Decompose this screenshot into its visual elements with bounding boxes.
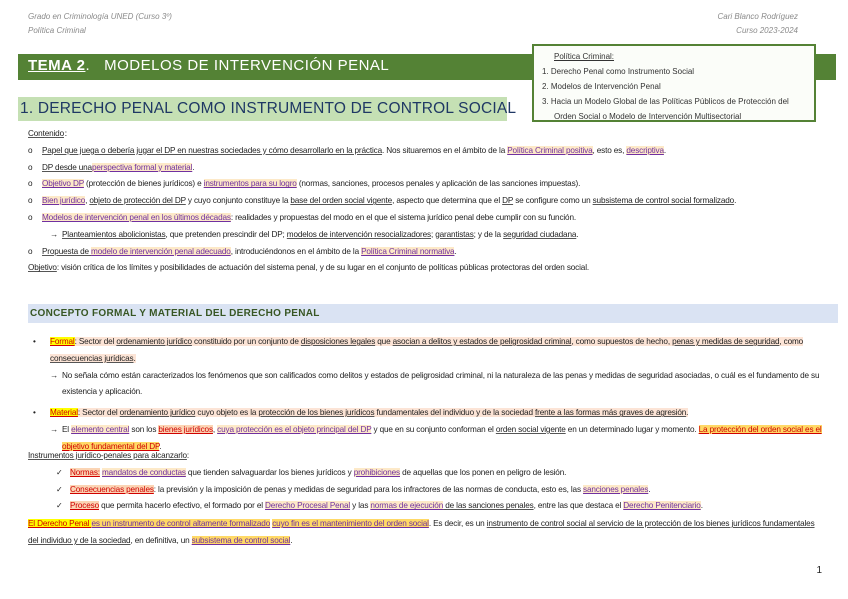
underlined-text: DP desde una — [42, 162, 92, 172]
text: y las — [350, 501, 371, 511]
text: . — [159, 441, 162, 451]
highlighted-term: Modelos de intervención penal en los últimos décadas — [42, 212, 231, 222]
text: , como supuestos de hecho, — [571, 337, 673, 346]
text: . — [663, 145, 667, 155]
bullet-icon: → — [50, 370, 59, 380]
underlined-text: garantistas — [435, 229, 474, 239]
text: . Es decir, es un — [428, 519, 487, 529]
highlighted-term: perspectiva formal y material — [91, 162, 193, 172]
text: . — [454, 246, 457, 256]
key-term: El Derecho Penal — [28, 519, 92, 529]
underlined-text: protección de los bienes jurídicos — [258, 408, 375, 418]
key-term: Consecuencias penales — [70, 484, 154, 494]
text: . — [686, 408, 689, 418]
list-item — [0, 160, 822, 177]
bullet-icon: ✓ — [56, 501, 63, 511]
text: . — [700, 501, 703, 511]
text: : visión crítica de los límites y posibilidades de actuación del sistema penal, y de su lugar en el conjunto de políticas públicas protectoras del orden social. — [56, 263, 589, 273]
instruments-block — [0, 448, 822, 550]
header-left — [28, 10, 172, 38]
underlined-text: instrumento de control social al servicio de la protección de los bienes jurídicos fundamentales del individuo y de la sociedad — [28, 519, 815, 545]
text: y que en su conjunto conforman el — [371, 424, 496, 434]
text: (protección de bienes jurídicos) e — [83, 179, 204, 189]
author-name: Cari Blanco Rodríguez — [717, 12, 798, 21]
list-item — [0, 143, 822, 160]
section-2-heading: CONCEPTO FORMAL Y MATERIAL DEL DERECHO PENAL — [28, 304, 838, 323]
underlined-text: Instrumentos jurídico-penales para alcanzarlo — [28, 451, 187, 460]
text: en un determinado lugar y momento. — [565, 424, 699, 434]
tema-label: TEMA 2 — [28, 57, 86, 74]
underlined-text: ordenamiento jurídico — [119, 408, 196, 418]
text: . — [734, 196, 737, 206]
toc-title: Política Criminal: — [554, 52, 615, 61]
text: , — [212, 424, 218, 434]
underlined-text: Propuesta de — [42, 246, 92, 256]
underlined-text: frente a las formas más graves de agresión — [535, 408, 687, 418]
text: No señala cómo están caracterizados los fenómenos que son calificados como delitos y estados de peligrosidad criminal, ni la naturaleza de las penas y medidas de seguridad asociadas, o cuál es el fundamento de su existencia y aplicación. — [62, 370, 820, 397]
list-item — [0, 176, 822, 193]
paragraph — [0, 516, 822, 550]
text: . — [290, 535, 293, 545]
text: . — [192, 162, 195, 172]
highlighted-term: cuya protección es el objeto principal del DP — [217, 424, 372, 434]
list-item — [0, 482, 822, 499]
tema-name: MODELOS DE INTERVENCIÓN PENAL — [104, 57, 390, 74]
highlighted-term: mandatos de conductas — [102, 467, 186, 477]
text: , introduciéndonos en el ámbito de la — [230, 246, 362, 256]
key-term: Proceso — [70, 501, 99, 511]
highlighted-term: Política Criminal normativa — [361, 246, 455, 256]
text: que permita hacerlo efectivo, el formado por el — [99, 501, 266, 511]
list-item — [0, 368, 822, 402]
list-item — [0, 405, 822, 422]
bullet-icon: o — [28, 162, 33, 172]
text: , entre las que destaca el — [533, 501, 624, 511]
text: ; y de la — [473, 229, 504, 239]
highlighted-term: Bien jurídico — [42, 196, 86, 206]
bullet-icon: ✓ — [56, 467, 63, 477]
text: fundamentales del individuo y de la sociedad — [374, 408, 535, 418]
key-term: bienes jurídicos — [158, 424, 213, 434]
list-item — [0, 193, 822, 210]
underlined-text: Papel que juega o debería jugar el DP en nuestras sociedades y cómo desarrollarlo en la práctica — [42, 145, 383, 155]
highlighted-term: Derecho Procesal Penal — [265, 501, 351, 511]
toc-item: 2. Modelos de Intervención Penal — [542, 82, 661, 91]
text: ： — [63, 129, 73, 138]
text: que tienden salvaguardar los bienes jurídicos y — [185, 467, 354, 477]
bullet-icon: • — [33, 408, 36, 418]
highlighted-term: es un instrumento de control altamente formalizado — [91, 519, 271, 529]
underlined-text: base del orden social vigente — [290, 196, 393, 206]
key-term: La protección del orden social es el objetivo fundamental del DP — [62, 424, 822, 451]
highlighted-term: elemento central — [71, 424, 130, 434]
text: . — [576, 229, 579, 239]
highlighted-term: prohibiciones — [353, 467, 400, 477]
text: . Nos situaremos en el ámbito de la — [382, 145, 508, 155]
highlighted-term: normas de ejecución — [370, 501, 444, 511]
text: cuyo objeto es la — [195, 408, 259, 418]
highlighted-term: Política Criminal positiva — [507, 145, 593, 155]
text: , — [85, 196, 90, 206]
paragraph — [0, 448, 822, 465]
underlined-text: consecuencias jurídicas — [50, 353, 134, 363]
course-year: Curso 2023-2024 — [736, 26, 798, 35]
bullet-icon: → — [50, 424, 59, 434]
section-1-heading: 1. DERECHO PENAL COMO INSTRUMENTO DE CONTROL SOCIAL — [18, 97, 507, 121]
text: . — [133, 353, 136, 363]
paragraph — [0, 260, 822, 277]
subject-name: Política Criminal — [28, 26, 86, 35]
underlined-text: subsistema de control social formalizado — [592, 196, 735, 206]
key-term: Normas: — [70, 467, 100, 477]
bullet-icon: o — [28, 196, 33, 206]
text: : Sector del — [77, 408, 120, 418]
text: , que pretenden prescindir del DP; — [165, 229, 287, 239]
text: , esto es, — [592, 145, 627, 155]
text: , en definitiva, un — [130, 535, 192, 545]
underlined-text: objeto de protección del DP — [89, 196, 186, 206]
bullet-icon: o — [28, 212, 33, 222]
highlighted-term: Derecho Penitenciario — [623, 501, 701, 511]
underlined-text: modelos de intervención resocializadores — [286, 229, 431, 239]
list-item — [0, 244, 822, 261]
key-term: Formal — [50, 337, 75, 346]
text: , como — [779, 337, 804, 346]
bullet-icon: ✓ — [56, 484, 63, 494]
text: constituido por un conjunto de — [191, 337, 301, 346]
underlined-text: penas y medidas de seguridad — [672, 337, 780, 346]
text: se configure como un — [513, 196, 593, 206]
text: El — [62, 424, 72, 434]
highlighted-term: Objetivo DP — [42, 179, 84, 189]
text: (normas, sanciones, procesos penales y aplicación de las sanciones impuestas). — [296, 179, 581, 189]
underlined-text: DP — [502, 196, 514, 206]
bullet-icon: o — [28, 246, 33, 256]
tema-dot: . — [85, 57, 91, 74]
page-number: 1 — [816, 565, 822, 576]
text: ; — [430, 229, 436, 239]
list-item — [0, 465, 822, 482]
list-item — [0, 334, 822, 368]
highlighted-term: subsistema de control social — [191, 535, 291, 545]
underlined-text: Contenido — [28, 129, 64, 138]
text: : — [186, 451, 190, 460]
text: son los — [129, 424, 159, 434]
underlined-text: Objetivo — [28, 263, 57, 273]
list-item — [0, 498, 822, 515]
list-item — [0, 210, 822, 227]
underlined-text: orden social vigente — [495, 424, 566, 434]
toc-item: 3. Hacia un Modelo Global de las Políticas Públicos de Protección del Orden Social o Modelo de Intervención Multisectorial — [542, 97, 789, 121]
concept-block — [0, 334, 822, 456]
text: y cuyo conjunto constituye la — [185, 196, 291, 206]
highlighted-term: cuyo fin es el mantenimiento del orden social — [272, 519, 429, 529]
course-name: Grado en Criminología UNED (Curso 3º) — [28, 12, 172, 21]
text: que — [375, 337, 393, 346]
key-term: Material — [50, 408, 78, 418]
contents-block — [0, 126, 822, 277]
toc-box — [532, 44, 816, 122]
underlined-text: seguridad ciudadana — [503, 229, 577, 239]
underlined-text: asocian a delitos y estados de peligrosidad criminal — [392, 337, 572, 346]
bullet-icon: o — [28, 145, 33, 155]
highlighted-term: descriptiva — [626, 145, 664, 155]
text: : Sector del — [74, 337, 117, 346]
underlined-text: Planteamientos abolicionistas — [62, 229, 166, 239]
text: : realidades y propuestas del modo en el que el sistema jurídico penal debe cumplir con su función. — [230, 212, 576, 222]
bullet-icon: → — [50, 229, 59, 239]
toc-item: 1. Derecho Penal como Instrumento Social — [542, 67, 695, 76]
text: , aspecto que determina que el — [392, 196, 503, 206]
highlighted-term: modelo de intervención penal adecuado — [91, 246, 231, 256]
underlined-text: de las sanciones penales — [443, 501, 534, 511]
tema-title — [28, 57, 389, 74]
bullet-icon: • — [33, 337, 36, 346]
text: : la previsión y la imposición de penas y medidas de seguridad para los infractores de las normas de conducta, esto es, las — [153, 484, 584, 494]
bullet-icon: o — [28, 179, 33, 189]
highlighted-term: instrumentos para su logro — [203, 179, 297, 189]
list-item — [0, 227, 822, 244]
underlined-text: disposiciones legales — [300, 337, 376, 346]
underlined-text: ordenamiento jurídico — [116, 337, 192, 346]
header-right — [718, 10, 798, 38]
highlighted-term: sanciones penales — [583, 484, 649, 494]
text: de aquellas que los ponen en peligro de lesión. — [400, 467, 567, 477]
text: . — [648, 484, 651, 494]
paragraph — [0, 126, 822, 143]
